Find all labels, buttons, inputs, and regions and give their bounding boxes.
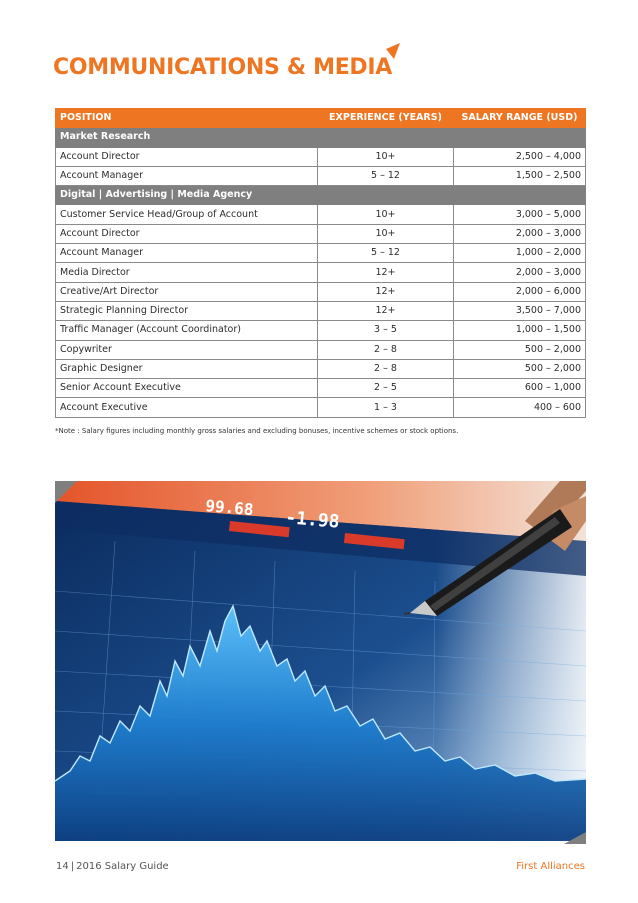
position-cell: Account Executive <box>56 398 318 417</box>
position-cell: Account Manager <box>56 166 318 185</box>
experience-cell: 5 – 12 <box>318 244 454 263</box>
salary-cell: 2,000 – 3,000 <box>454 224 586 243</box>
table-row <box>56 263 586 282</box>
table-row <box>56 321 586 340</box>
experience-cell: 5 – 12 <box>318 166 454 185</box>
salary-cell: 500 – 2,000 <box>454 340 586 359</box>
guide-title: 2016 Salary Guide <box>76 861 169 872</box>
position-cell: Traffic Manager (Account Coordinator) <box>56 321 318 340</box>
salary-cell: 2,000 – 6,000 <box>454 282 586 301</box>
footnote: *Note : Salary figures including monthly gross salaries and excluding bonuses, incentive schemes or stock options. <box>55 427 459 435</box>
position-cell: Account Director <box>56 147 318 166</box>
corner-triangle-icon <box>55 481 77 503</box>
experience-cell: 12+ <box>318 282 454 301</box>
group-row <box>56 186 586 205</box>
salary-cell: 1,000 – 1,500 <box>454 321 586 340</box>
position-cell: Customer Service Head/Group of Account <box>56 205 318 224</box>
experience-cell: 1 – 3 <box>318 398 454 417</box>
position-cell: Senior Account Executive <box>56 379 318 398</box>
experience-cell: 10+ <box>318 205 454 224</box>
table-row <box>56 359 586 378</box>
experience-cell: 2 – 5 <box>318 379 454 398</box>
experience-cell: 2 – 8 <box>318 359 454 378</box>
experience-cell: 12+ <box>318 263 454 282</box>
corner-triangle-icon <box>564 832 586 844</box>
column-header-salary: SALARY RANGE (USD) <box>454 109 586 128</box>
salary-cell: 2,000 – 3,000 <box>454 263 586 282</box>
table-row <box>56 282 586 301</box>
salary-cell: 500 – 2,000 <box>454 359 586 378</box>
salary-cell: 1,000 – 2,000 <box>454 244 586 263</box>
group-label: Digital | Advertising | Media Agency <box>56 186 586 205</box>
table-row <box>56 398 586 417</box>
column-header-experience: EXPERIENCE (YEARS) <box>318 109 454 128</box>
salary-cell: 3,000 – 5,000 <box>454 205 586 224</box>
footer-page-info <box>56 861 169 872</box>
table-row <box>56 224 586 243</box>
page-title: COMMUNICATIONS & MEDIA <box>53 55 393 80</box>
salary-cell: 600 – 1,000 <box>454 379 586 398</box>
position-cell: Account Director <box>56 224 318 243</box>
stock-chart-photo <box>55 481 586 841</box>
experience-cell: 12+ <box>318 301 454 320</box>
ticker-value-1: 99.68 <box>204 496 255 520</box>
table-row <box>56 379 586 398</box>
table-row <box>56 301 586 320</box>
experience-cell: 2 – 8 <box>318 340 454 359</box>
table-row <box>56 166 586 185</box>
salary-cell: 3,500 – 7,000 <box>454 301 586 320</box>
ticker-value-2: -1.98 <box>284 507 341 533</box>
position-cell: Creative/Art Director <box>56 282 318 301</box>
table-row <box>56 147 586 166</box>
group-row <box>56 128 586 147</box>
experience-cell: 3 – 5 <box>318 321 454 340</box>
footer-divider: | <box>70 861 75 872</box>
page-number: 14 <box>56 861 69 872</box>
position-cell: Strategic Planning Director <box>56 301 318 320</box>
position-cell: Account Manager <box>56 244 318 263</box>
group-label: Market Research <box>56 128 586 147</box>
table-row <box>56 340 586 359</box>
table-header-row <box>56 109 586 128</box>
salary-cell: 2,500 – 4,000 <box>454 147 586 166</box>
position-cell: Copywriter <box>56 340 318 359</box>
corner-triangle-icon <box>386 43 400 59</box>
position-cell: Graphic Designer <box>56 359 318 378</box>
salary-cell: 1,500 – 2,500 <box>454 166 586 185</box>
position-cell: Media Director <box>56 263 318 282</box>
salary-table <box>55 108 586 418</box>
salary-cell: 400 – 600 <box>454 398 586 417</box>
experience-cell: 10+ <box>318 147 454 166</box>
experience-cell: 10+ <box>318 224 454 243</box>
table-row <box>56 205 586 224</box>
footer-brand: First Alliances <box>516 861 585 872</box>
table-row <box>56 244 586 263</box>
column-header-position: POSITION <box>56 109 318 128</box>
